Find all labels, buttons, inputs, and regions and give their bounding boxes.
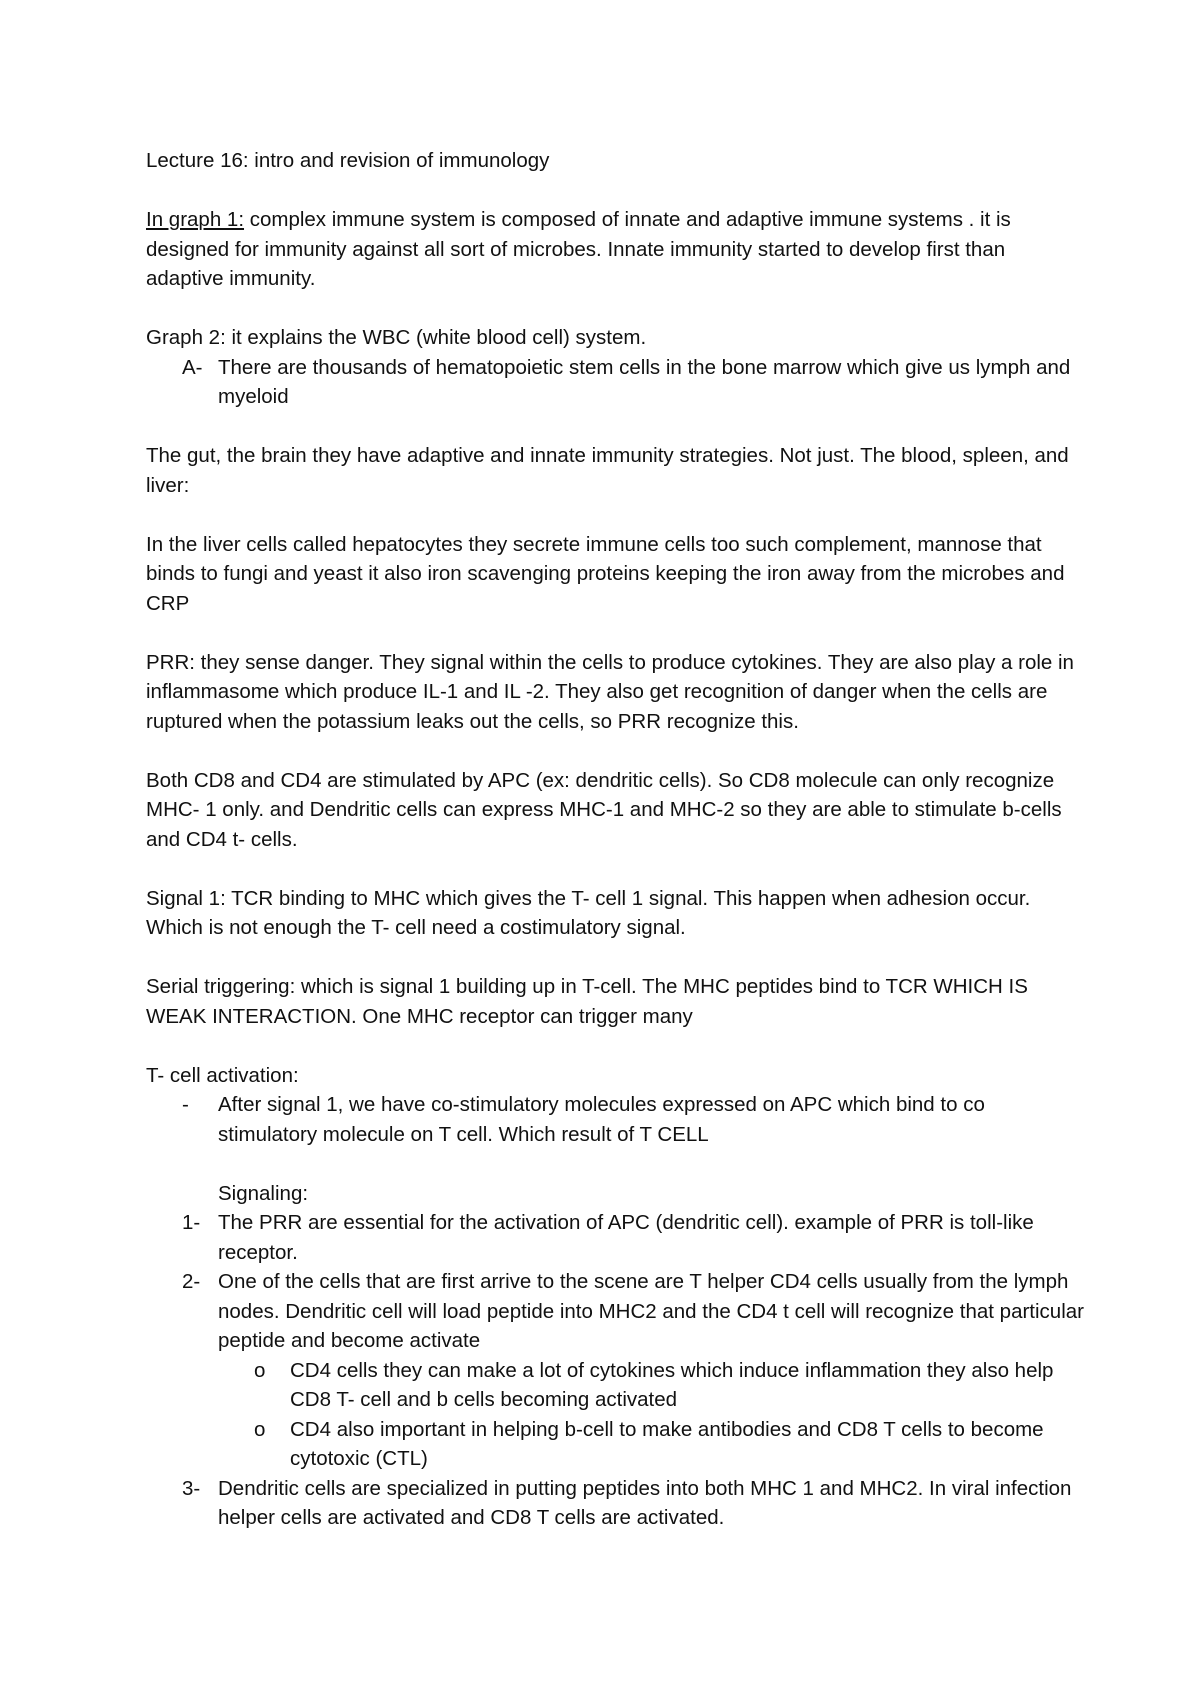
list-item-text: Dendritic cells are specialized in putting peptides into both MHC 1 and MHC2. In viral infection helper cells are activated and CD8 T cells are activated. [218, 1476, 1072, 1529]
sub-list-item [146, 1415, 1086, 1474]
list-item [146, 1208, 1086, 1267]
list-item [146, 1267, 1086, 1356]
document-page [146, 146, 1086, 1533]
graph2-heading: Graph 2: it explains the WBC (white blood cell) system. [146, 326, 647, 349]
list-marker: - [182, 1093, 189, 1116]
graph1-label: In graph 1: [146, 208, 245, 231]
signaling-label: Signaling: [218, 1181, 309, 1205]
list-item-text: There are thousands of hematopoietic stem cells in the bone marrow which give us lymph and myeloid [218, 355, 1071, 408]
list-item-text: After signal 1, we have co-stimulatory molecules expressed on APC which bind to co stimulatory molecule on T cell. Which result of T CELL [218, 1093, 985, 1146]
list-marker: 1- [182, 1211, 201, 1234]
liver-paragraph: In the liver cells called hepatocytes they secrete immune cells too such complement, mannose that binds to fungi and yeast it also iron scavenging proteins keeping the iron away from the microbes and CRP [146, 532, 1065, 615]
list-item [146, 353, 1086, 412]
sub-list-item [146, 1356, 1086, 1415]
list-marker: 2- [182, 1270, 201, 1293]
spacer [146, 1031, 1086, 1061]
list-item [146, 1090, 1086, 1149]
spacer [146, 1149, 1086, 1179]
graph1-paragraph [146, 205, 1086, 294]
spacer [146, 943, 1086, 973]
spacer [146, 500, 1086, 530]
sub-list-item-text: CD4 cells they can make a lot of cytokines which induce inflammation they also help CD8 T- cell and b cells becoming activated [290, 1358, 1054, 1411]
list-item [146, 1474, 1086, 1533]
spacer [146, 618, 1086, 648]
list-item-text: The PRR are essential for the activation of APC (dendritic cell). example of PRR is toll-like receptor. [218, 1211, 1034, 1264]
spacer [146, 854, 1086, 884]
activation-heading: T- cell activation: [146, 1063, 299, 1087]
gut-paragraph: The gut, the brain they have adaptive and innate immunity strategies. Not just. The blood, spleen, and liver: [146, 444, 1069, 497]
list-marker: 3- [182, 1476, 201, 1500]
spacer [146, 176, 1086, 206]
lecture-title: Lecture 16: intro and revision of immunology [146, 149, 550, 172]
cd8-cd4-paragraph: Both CD8 and CD4 are stimulated by APC (ex: dendritic cells). So CD8 molecule can only recognize MHC- 1 only. and Dendritic cells can express MHC-1 and MHC-2 so they are able to stimulate b-cells and CD4 t- cells. [146, 768, 1062, 851]
list-item-text: One of the cells that are first arrive to the scene are T helper CD4 cells usually from the lymph nodes. Dendritic cell will load peptide into MHC2 and the CD4 t cell will recognize that particular peptide and become activate [218, 1270, 1084, 1352]
bullet-o-icon: o [254, 1417, 266, 1441]
prr-paragraph: PRR: they sense danger. They signal within the cells to produce cytokines. They are also play a role in inflammasome which produce IL-1 and IL -2. They also get recognition of danger when the cells are ruptured when the potassium leaks out the cells, so PRR recognize this. [146, 650, 1074, 733]
spacer [146, 736, 1086, 766]
graph1-text: complex immune system is composed of innate and adaptive immune systems . it is designed for immunity against all sort of microbes. Innate immunity started to develop first than adaptive immunity. [146, 208, 1011, 290]
spacer [146, 412, 1086, 442]
bullet-o-icon: o [254, 1358, 266, 1382]
sub-list-item-text: CD4 also important in helping b-cell to make antibodies and CD8 T cells to become cytotoxic (CTL) [290, 1417, 1044, 1470]
spacer [146, 294, 1086, 324]
list-marker: A- [182, 355, 203, 379]
signal1-paragraph: Signal 1: TCR binding to MHC which gives the T- cell 1 signal. This happen when adhesion occur. Which is not enough the T- cell need a costimulatory signal. [146, 886, 1031, 939]
serial-triggering-paragraph: Serial triggering: which is signal 1 building up in T-cell. The MHC peptides bind to TCR WHICH IS WEAK INTERACTION. One MHC receptor can trigger many [146, 975, 1028, 1028]
